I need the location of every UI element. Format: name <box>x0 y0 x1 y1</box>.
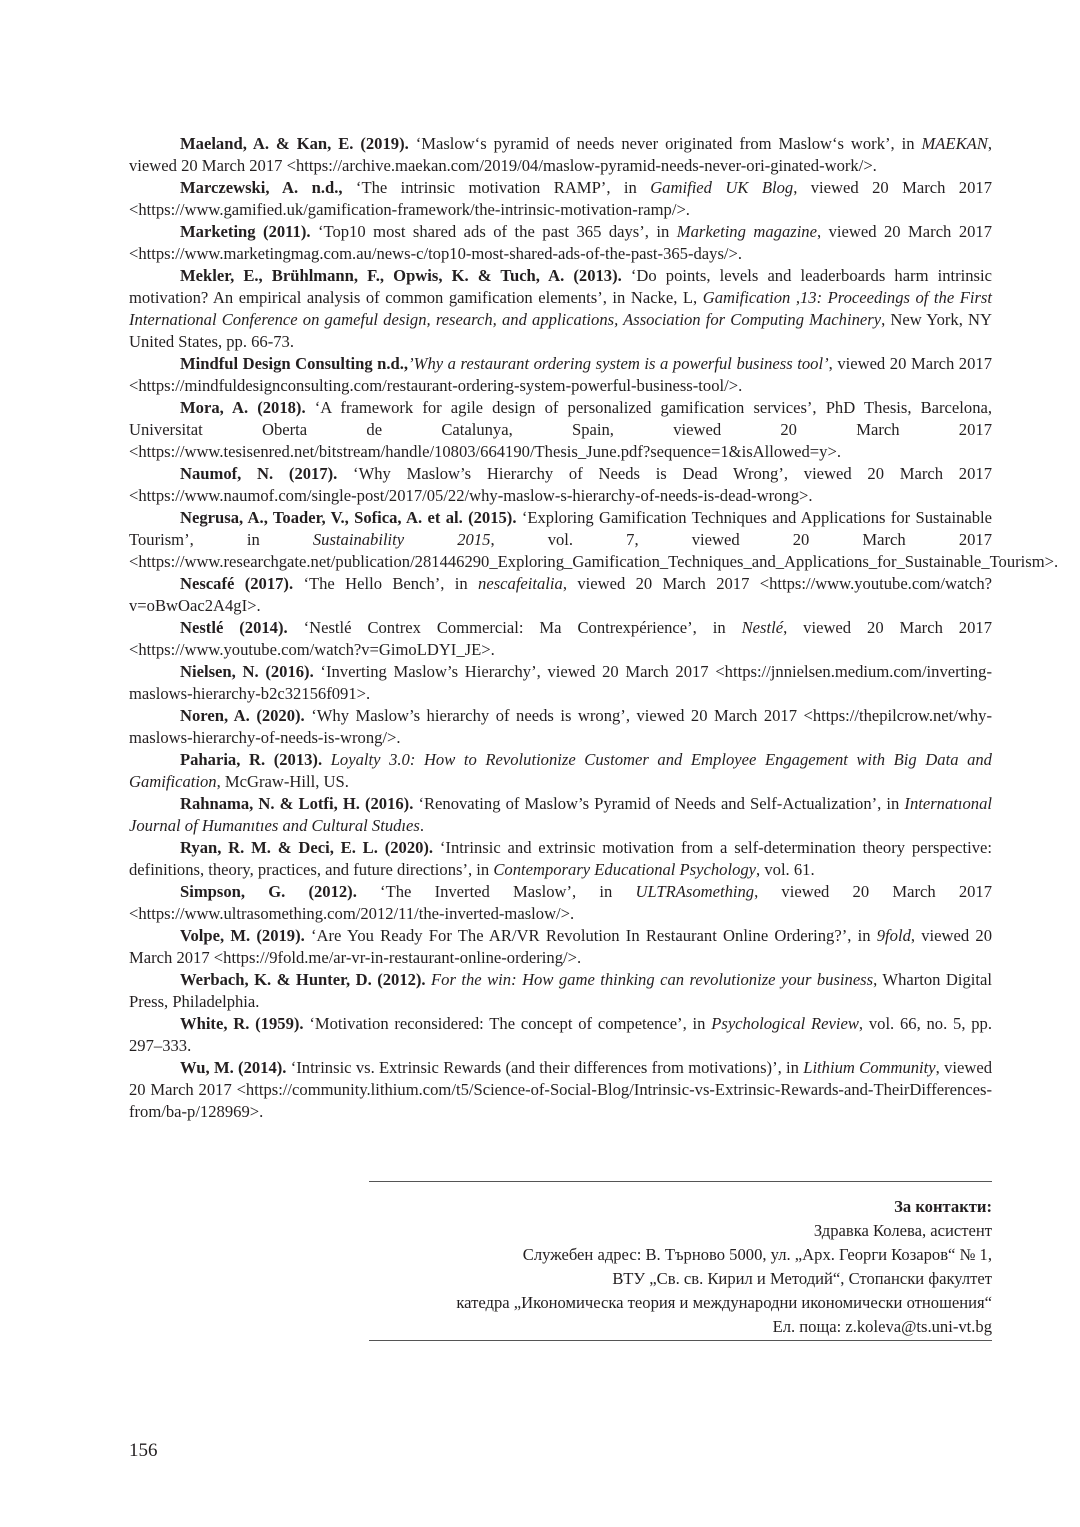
reference-source: Lithium Community <box>803 1058 936 1077</box>
reference-text: , Wharton Digital Press, Philadelphia. <box>129 970 993 1011</box>
reference-text <box>322 750 331 769</box>
reference-text: ‘Intrinsic vs. Extrinsic Rewards (and their differences from motivations)’, in <box>286 1058 804 1077</box>
reference-text: ‘The Hello Bench’, in <box>293 574 479 593</box>
reference-entry <box>129 969 992 1013</box>
reference-source: Marketing magazine <box>676 222 817 241</box>
contact-top-rule <box>369 1181 992 1182</box>
contact-title: За контакти: <box>894 1197 992 1216</box>
reference-text: , viewed 20 March 2017 <https://www.ultrasomething.com/2012/11/the-inverted-maslow/>. <box>129 882 993 923</box>
reference-entry <box>129 837 992 881</box>
reference-text: ‘Why Maslow’s hierarchy of needs is wrong’, viewed 20 March 2017 <https://thepilcrow.net/why-maslows-hierarchy-of-needs-is-wrong/>. <box>129 706 992 747</box>
reference-text: , vol. 7, viewed 20 March 2017 <https://www.researchgate.net/publication/281446290_Exploring_Gamification_Techniques_and_Applications_for_Sustainable_Tourism>. <box>129 530 1059 571</box>
reference-entry <box>129 705 992 749</box>
reference-source: Psychological Review <box>711 1014 859 1033</box>
reference-author: Ryan, R. M. & Deci, E. L. (2020). <box>180 838 434 857</box>
reference-text: ‘Do points, levels and leaderboards harm intrinsic motivation? An empirical analysis of common gamification elements’, in Nacke, L, <box>129 266 992 307</box>
reference-author: Wu, M. (2014). <box>180 1058 287 1077</box>
reference-author: Mekler, E., Brühlmann, F., Opwis, K. & Tuch, A. (2013). <box>180 266 622 285</box>
reference-text: , viewed 20 March 2017 <https://community.lithium.com/t5/Science-of-Social-Blog/Intrinsic-vs-Extrinsic-Rewards-and-TheirDifferences-from/ba-p/128969>. <box>129 1058 993 1121</box>
reference-author: Werbach, K. & Hunter, D. (2012). <box>180 970 426 989</box>
reference-entry <box>129 1013 992 1057</box>
reference-entry <box>129 661 992 705</box>
reference-source: Sustainability 2015 <box>312 530 491 549</box>
reference-source: ’Why a restaurant ordering system is a powerful business tool’ <box>408 354 829 373</box>
reference-text: , viewed 20 March 2017 <https://www.youtube.com/watch?v=oBwOac2A4gI>. <box>129 574 992 615</box>
reference-entry <box>129 133 992 177</box>
reference-author: Mora, A. (2018). <box>180 398 306 417</box>
reference-text: ‘Inverting Maslow’s Hierarchy’, viewed 20 March 2017 <https://jnnielsen.medium.com/inverting-maslows-hierarchy-b2c32156f091>. <box>129 662 992 703</box>
reference-text: , vol. 66, no. 5, pp. 297–333. <box>129 1014 993 1055</box>
reference-source: MAEKAN <box>921 134 988 153</box>
reference-source: nescafeitalia <box>478 574 563 593</box>
reference-entry <box>129 1057 992 1123</box>
contact-bottom-rule <box>369 1340 992 1341</box>
reference-source: Gamified UK Blog <box>650 178 794 197</box>
reference-source: ULTRAsomething <box>635 882 755 901</box>
reference-text: ‘Why Maslow’s Hierarchy of Needs is Dead Wrong’, viewed 20 March 2017 <https://www.naumof.com/single-post/2017/05/22/why-maslow-s-hierarchy-of-needs-is-dead-wrong>. <box>129 464 992 505</box>
reference-source: Contemporary Educational Psychology <box>493 860 757 879</box>
reference-source: For the win: How game thinking can revolutionize your business <box>431 970 874 989</box>
reference-text: ‘Motivation reconsidered: The concept of competence’, in <box>303 1014 712 1033</box>
reference-source: Nestlé <box>741 618 784 637</box>
reference-author: Maeland, A. & Kan, E. (2019). <box>180 134 409 153</box>
reference-author: Nestlé (2014). <box>180 618 288 637</box>
reference-source: 9fold <box>876 926 911 945</box>
contact-university: ВТУ „Св. св. Кирил и Методий“, Стопански факултет <box>612 1269 992 1288</box>
reference-text: ‘The Inverted Maslow’, in <box>356 882 636 901</box>
reference-text: ‘The intrinsic motivation RAMP’, in <box>342 178 651 197</box>
reference-entry <box>129 265 992 353</box>
contact-address: Служебен адрес: В. Търново 5000, ул. „Арх. Георги Козаров“ № 1, <box>522 1245 992 1264</box>
reference-text: . <box>419 816 425 835</box>
reference-text: ‘Renovating of Maslow’s Pyramid of Needs and Self-Actualization’, in <box>413 794 905 813</box>
reference-source: Loyalty 3.0: How to Revolutionize Customer and Employee Engagement with Big Data and Gamification <box>129 750 992 791</box>
reference-author: Nielsen, N. (2016). <box>180 662 314 681</box>
reference-text: ‘A framework for agile design of personalized gamification services’, PhD Thesis, Barcelona, Universitat Oberta de Catalunya, Spain, viewed 20 March 2017 <https://www.tesisenred.net/bitstream/handle/10803/664190/Thesis_June.pdf?sequence=1&isAllowed=y>. <box>129 398 993 461</box>
reference-entry <box>129 749 992 793</box>
reference-list <box>129 133 1059 1123</box>
reference-entry <box>129 881 992 925</box>
reference-author: Noren, A. (2020). <box>180 706 305 725</box>
contact-department: катедра „Икономическа теория и международни икономически отношения“ <box>456 1293 992 1312</box>
reference-author: Mindful Design Consulting n.d., <box>180 354 409 373</box>
contact-email: Ел. поща: z.koleva@ts.uni-vt.bg <box>772 1317 992 1336</box>
page-number: 156 <box>129 1440 158 1461</box>
reference-author: Nescafé (2017). <box>180 574 294 593</box>
reference-entry <box>129 617 992 661</box>
reference-author: Rahnama, N. & Lotfi, H. (2016). <box>180 794 414 813</box>
reference-entry <box>129 925 992 969</box>
reference-author: White, R. (1959). <box>180 1014 304 1033</box>
reference-author: Naumof, N. (2017). <box>180 464 338 483</box>
reference-entry <box>129 463 992 507</box>
reference-text: , viewed 20 March 2017 <https://www.marketingmag.com.au/news-c/top10-most-shared-ads-of-the-past-365-days/>. <box>129 222 993 263</box>
reference-text: ‘Maslow‘s pyramid of needs never originated from Maslow‘s work’, in <box>408 134 922 153</box>
reference-text: ‘Intrinsic and extrinsic motivation from a self-determination theory perspective: definitions, theory, practices, and future directions’, in <box>129 838 993 879</box>
reference-text: ‘Top10 most shared ads of the past 365 days’, in <box>310 222 677 241</box>
reference-entry <box>129 793 992 837</box>
reference-source: Gamification ,13: Proceedings of the First International Conference on gameful design, research, and applications, Association for Computing Machinery <box>129 288 992 329</box>
reference-text: ‘Exploring Gamification Techniques and Applications for Sustainable Tourism’, in <box>129 508 992 549</box>
reference-author: Marczewski, A. n.d., <box>180 178 343 197</box>
reference-entry <box>129 353 992 397</box>
contact-name: Здравка Колева, асистент <box>813 1221 992 1240</box>
reference-author: Simpson, G. (2012). <box>180 882 357 901</box>
reference-text: , viewed 20 March 2017 <https://9fold.me/ar-vr-in-restaurant-online-ordering/>. <box>129 926 992 967</box>
reference-text: , New York, NY United States, pp. 66-73. <box>129 310 992 351</box>
reference-text: , McGraw-Hill, US. <box>216 772 349 791</box>
reference-text: , viewed 20 March 2017 <https://www.youtube.com/watch?v=GimoLDYI_JE>. <box>129 618 992 659</box>
reference-entry <box>129 397 992 463</box>
reference-text: , viewed 20 March 2017 <https://mindfuldesignconsulting.com/restaurant-ordering-system-powerful-business-tool/>. <box>129 354 992 395</box>
reference-author: Marketing (2011). <box>180 222 311 241</box>
reference-author: Paharia, R. (2013). <box>180 750 323 769</box>
reference-text: ‘Are You Ready For The AR/VR Revolution In Restaurant Online Ordering?’, in <box>304 926 877 945</box>
reference-source: Internatıonal Journal of Humanıtıes and Cultural Studıes <box>129 794 992 835</box>
reference-author: Negrusa, A., Toader, V., Sofica, A. et al. (2015). <box>180 508 517 527</box>
reference-entry <box>129 221 992 265</box>
reference-text: , viewed 20 March 2017 <https://www.gamified.uk/gamification-framework/the-intrinsic-motivation-ramp/>. <box>129 178 992 219</box>
reference-text: ‘Nestlé Contrex Commercial: Ma Contrexpérience’, in <box>287 618 742 637</box>
reference-text: , viewed 20 March 2017 <https://archive.maekan.com/2019/04/maslow-pyramid-needs-never-ori-ginated-work/>. <box>129 134 992 175</box>
reference-entry <box>129 573 992 617</box>
reference-entry <box>129 507 1059 573</box>
reference-text: , vol. 61. <box>756 860 815 879</box>
contact-block <box>369 1195 992 1339</box>
reference-author: Volpe, M. (2019). <box>180 926 305 945</box>
reference-entry <box>129 177 992 221</box>
